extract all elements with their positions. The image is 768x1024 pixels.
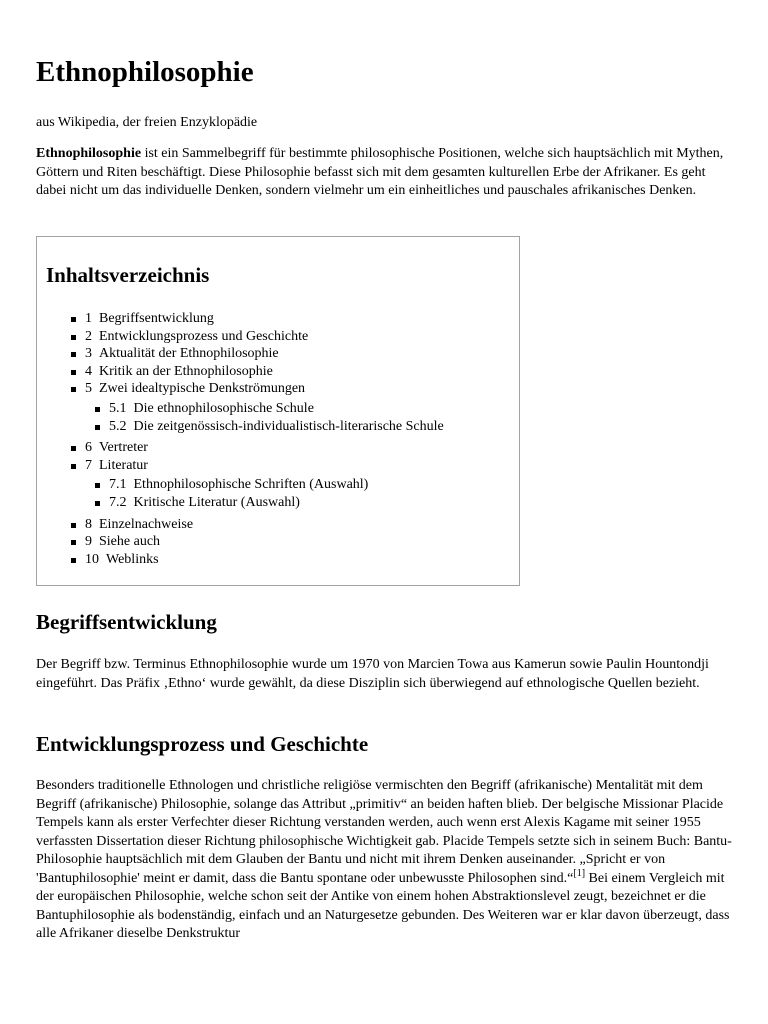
- toc-subitem[interactable]: 5.1 Die ethnophilosophische Schule: [95, 400, 444, 418]
- toc-subitem[interactable]: 5.2 Die zeitgenössisch-individualistisch-literarische Schule: [95, 418, 444, 436]
- table-of-contents: [36, 236, 520, 586]
- toc-item[interactable]: 9 Siehe auch: [71, 533, 444, 551]
- section-text-begriffsentwicklung: Der Begriff bzw. Terminus Ethnophilosophie wurde um 1970 von Marcien Towa aus Kamerun sowie Paulin Hountondji eingeführt. Das Präfix ‚Ethno‘ wurde gewählt, da diese Disziplin sich überwiegend auf ethnologische Quellen bezieht.: [36, 657, 709, 691]
- intro-text: ist ein Sammelbegriff für bestimmte philosophische Positionen, welche sich hauptsächlich mit Mythen, Göttern und Riten beschäftigt. Diese Philosophie befasst sich mit dem gesamten kulturellen Erbe der Afrikaner. Es geht dabei nicht um das individuelle Denken, sondern vielmehr um ein einheitliches und pauschales afrikanisches Denken.: [36, 146, 724, 198]
- intro-paragraph: [36, 145, 736, 201]
- toc-subitem[interactable]: 7.1 Ethnophilosophische Schriften (Auswahl): [95, 476, 444, 494]
- toc-item[interactable]: 7 Literatur: [71, 457, 444, 475]
- toc-list: [71, 310, 444, 568]
- page-subtitle: aus Wikipedia, der freien Enzyklopädie: [36, 115, 258, 130]
- toc-title: Inhaltsverzeichnis: [46, 263, 210, 287]
- page-title: Ethnophilosophie: [36, 56, 254, 88]
- section-heading-begriffsentwicklung: Begriffsentwicklung: [36, 610, 217, 634]
- toc-item[interactable]: 10 Weblinks: [71, 551, 444, 569]
- toc-item[interactable]: 8 Einzelnachweise: [71, 516, 444, 534]
- footnote-reference-link[interactable]: [1]: [573, 867, 586, 879]
- toc-item[interactable]: 2 Entwicklungsprozess und Geschichte: [71, 328, 444, 346]
- section-heading-entwicklungsprozess: Entwicklungsprozess und Geschichte: [36, 732, 369, 756]
- section-text-entwicklungsprozess: Besonders traditionelle Ethnologen und christliche religiöse vermischten den Begriff (afrikanische) Mentalität mit dem Begriff (afrikanische) Philosophie, solange das Attribut „primitiv“ an beiden haften blieb. Der belgische Missionar Placide Tempels kann als erster Verfechter dieser Richtung verstanden werden, auch wenn erst Alexis Kagame mit seiner 1955 verfassten Dissertation dieser Richtung philosophische Wichtigkeit gab. Placide Tempels setzte sich in seinem Buch: Bantu-Philosophie hauptsächlich mit dem Glauben der Bantu und nicht mit ihrem Denken auseinander. „Spricht er von 'Bantuphilosophie' meint er damit, dass die Bantu spontane oder unbewusste Philosophen sind.“[1] Bei einem Vergleich mit der europäischen Philosophie, welche schon seit der Antike von einem hohen Abstraktionslevel zeugt, bezeichnet er die Bantuphilosophie als bodenständig, einfach und an Naturgesetze gebunden. Des Weiteren war er klar davon überzeugt, dass alle Afrikaner dieselbe Denkstruktur: [36, 778, 732, 941]
- toc-item[interactable]: 1 Begriffsentwicklung: [71, 310, 444, 328]
- toc-item[interactable]: 4 Kritik an der Ethnophilosophie: [71, 363, 444, 381]
- toc-item[interactable]: 3 Aktualität der Ethnophilosophie: [71, 345, 444, 363]
- toc-subitem[interactable]: 7.2 Kritische Literatur (Auswahl): [95, 494, 444, 512]
- toc-item[interactable]: 5 Zwei idealtypische Denkströmungen: [71, 380, 444, 398]
- intro-bold-term: Ethnophilosophie: [36, 146, 142, 161]
- toc-item[interactable]: 6 Vertreter: [71, 439, 444, 457]
